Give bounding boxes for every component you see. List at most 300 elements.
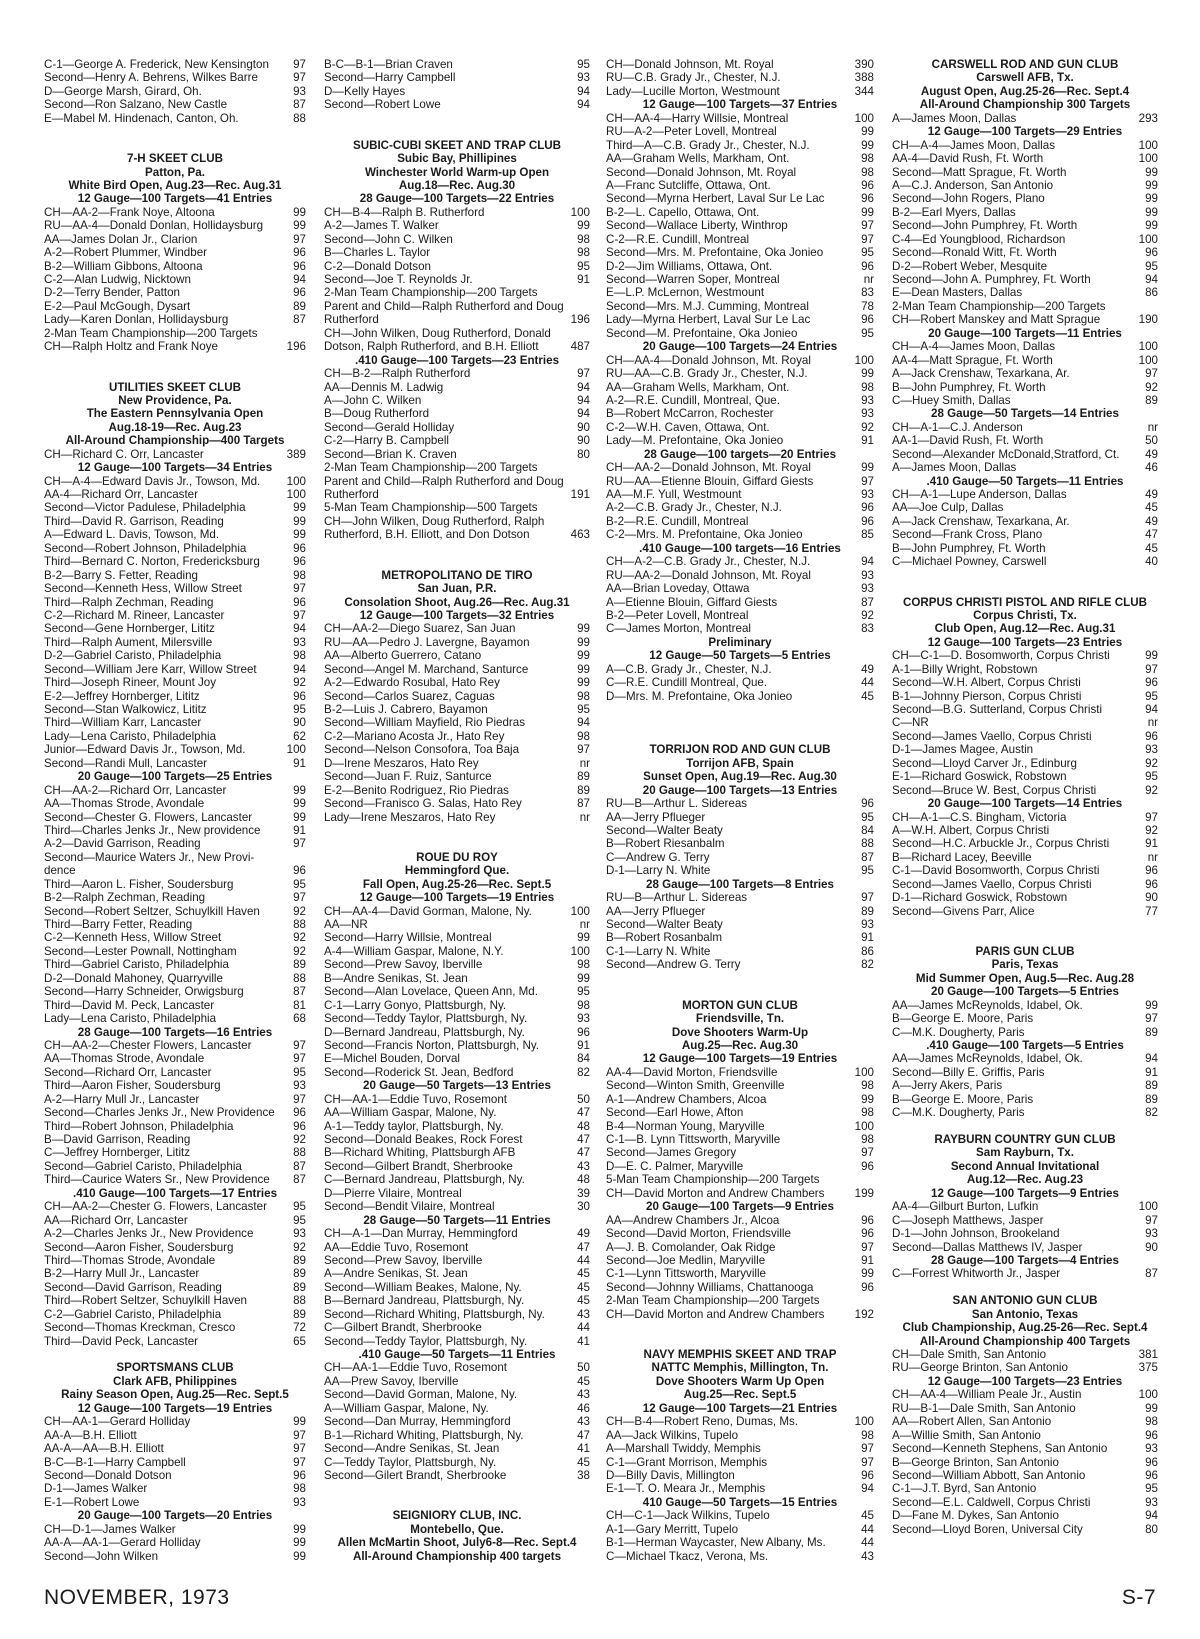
result-row <box>892 757 1158 770</box>
result-entry: C—Andrew G. Terry <box>606 850 710 864</box>
result-row <box>44 1482 306 1495</box>
result-row <box>606 690 874 703</box>
result-entry: C—Jeffrey Hornberger, Lititz <box>44 1146 191 1160</box>
result-score: 40 <box>1145 555 1158 569</box>
result-entry: Second—John Wilken <box>44 1549 159 1563</box>
result-entry: Second—Dan Murray, Hemmingford <box>324 1415 511 1429</box>
result-entry: Second—Thomas Kreckman, Cresco <box>44 1321 236 1335</box>
result-entry: C—M.K. Dougherty, Paris <box>892 1025 1025 1039</box>
result-entry: Second—Walter Beaty <box>606 918 723 931</box>
result-entry: D—Pierre Vilaire, Montreal <box>324 1186 462 1200</box>
result-row <box>44 1456 306 1469</box>
result-row <box>44 1120 306 1133</box>
result-entry: B—George E. Moore, Paris <box>892 1012 1034 1026</box>
result-score: 45 <box>577 1267 590 1281</box>
result-row <box>44 1469 306 1482</box>
spacer <box>892 931 1158 944</box>
result-row <box>44 98 306 111</box>
section-heading: Mid Summer Open, Aug.5—Rec. Aug.28 <box>915 971 1135 985</box>
section-heading: Sunset Open, Aug.19—Rec. Aug.30 <box>643 770 837 784</box>
result-entry: Second—Wallace Liberty, Winthrop <box>606 219 788 233</box>
section-heading: The Eastern Pennsylvania Open <box>86 407 264 421</box>
result-row <box>324 972 590 985</box>
result-score: 96 <box>861 1280 874 1294</box>
result-score: 43 <box>577 1415 590 1429</box>
result-entry: A—William Gaspar, Malone, Ny. <box>324 1401 489 1415</box>
result-row <box>44 622 306 635</box>
result-entry: Second—Harry Willsie, Montreal <box>324 931 492 945</box>
result-entry: Second—Earl Howe, Afton <box>606 1106 744 1120</box>
result-row <box>606 71 874 84</box>
result-entry: AA—NR <box>324 918 368 931</box>
result-entry: Second—James Vaello, Corpus Christi <box>892 729 1092 743</box>
result-row <box>606 1536 874 1549</box>
result-entry: B-2—Barry S. Fetter, Reading <box>44 568 199 582</box>
result-score: 99 <box>1145 178 1158 192</box>
result-row <box>44 797 306 810</box>
result-score: 85 <box>861 528 874 542</box>
result-entry: C-2—Donald Dotson <box>324 259 431 273</box>
section-heading: Carswell AFB, Tx. <box>976 71 1074 85</box>
result-score: 43 <box>577 1388 590 1402</box>
result-entry: A—Jack Crenshaw, Texarkana, Ar. <box>892 514 1070 528</box>
result-row <box>606 622 874 635</box>
result-row <box>324 703 590 716</box>
result-entry: C-1—Grant Morrison, Memphis <box>606 1455 768 1469</box>
result-entry: Second—Harry Campbell <box>324 71 456 85</box>
result-entry: RU—AA—Pedro J. Lavergne, Bayamon <box>324 635 530 649</box>
result-score: nr <box>1147 716 1158 730</box>
result-score: 99 <box>577 662 590 676</box>
result-row <box>324 475 590 488</box>
section-heading: Patton, Pa. <box>145 165 205 179</box>
result-score: 96 <box>861 259 874 273</box>
result-row <box>44 891 306 904</box>
spacer <box>606 972 874 985</box>
result-row <box>892 421 1158 434</box>
result-entry: AA-A—AA-1—Gerard Holliday <box>44 1536 201 1550</box>
result-score: 98 <box>861 1133 874 1146</box>
result-row <box>44 273 306 286</box>
result-score: 45 <box>861 1509 874 1523</box>
result-row <box>324 515 590 528</box>
result-entry: Second—Alan Lovelace, Queen Ann, Md. <box>324 985 538 999</box>
result-score: 96 <box>1145 877 1158 891</box>
result-row <box>44 824 306 837</box>
result-row <box>892 690 1158 703</box>
result-entry: A-4—William Gaspar, Malone, N.Y. <box>324 944 504 958</box>
result-row <box>892 381 1158 394</box>
result-score: 92 <box>1145 756 1158 770</box>
result-entry: RU—B—Arthur L. Sidereas <box>606 891 748 905</box>
result-score: 94 <box>577 393 590 407</box>
page-number: S-7 <box>1121 1586 1156 1609</box>
result-score: 97 <box>293 608 306 622</box>
result-row <box>892 1012 1158 1025</box>
result-score: 97 <box>577 743 590 757</box>
result-entry: AA-A—AA—B.H. Elliott <box>44 1442 164 1456</box>
result-entry: AA-1—David Rush, Ft. Worth <box>892 434 1044 448</box>
result-row <box>892 1388 1158 1401</box>
result-row <box>892 663 1158 676</box>
result-entry: B—Charles L. Taylor <box>324 246 431 260</box>
result-entry: AA—Graham Wells, Markham, Ont. <box>606 380 790 394</box>
result-entry: Lady—Irene Meszaros, Hato Rey <box>324 810 496 824</box>
result-entry: AA—Alberto Guerrero, Catano <box>324 649 482 663</box>
section-heading: Corpus Christi, Tx. <box>973 608 1077 622</box>
result-score: 86 <box>861 944 874 958</box>
result-entry: AA—Thomas Strode, Avondale <box>44 1052 205 1066</box>
result-row <box>606 152 874 165</box>
result-row <box>324 784 590 797</box>
result-row <box>44 1160 306 1173</box>
spacer <box>324 824 590 837</box>
section-heading: NAVY MEMPHIS SKEET AND TRAP <box>643 1348 837 1361</box>
result-entry: Second—Lester Pownall, Nottingham <box>44 944 237 958</box>
spacer <box>324 112 590 125</box>
result-entry: Third—Robert Seltzer, Schuylkill Haven <box>44 1294 247 1308</box>
result-row <box>892 1026 1158 1039</box>
result-row <box>892 340 1158 353</box>
spacer <box>324 555 590 568</box>
result-score: 90 <box>1145 1240 1158 1254</box>
result-row <box>606 246 874 259</box>
result-row <box>44 1133 306 1146</box>
result-score: 47 <box>577 1106 590 1120</box>
result-score: 99 <box>293 1415 306 1429</box>
result-score: 99 <box>577 676 590 690</box>
result-entry: B-2—Peter Lovell, Montreal <box>606 608 749 622</box>
result-row <box>606 286 874 299</box>
result-score: 45 <box>861 689 874 703</box>
section-heading: 28 Gauge—50 Targets—11 Entries <box>363 1213 551 1227</box>
result-row <box>606 58 874 71</box>
result-score: 49 <box>577 1227 590 1241</box>
result-row <box>324 461 590 474</box>
result-entry: AA—Joe Culp, Dallas <box>892 501 1004 515</box>
result-row <box>324 1294 590 1307</box>
result-score: 375 <box>1138 1361 1158 1375</box>
result-entry: C—R.E. Cundill Montreal, Que. <box>606 676 768 690</box>
result-score <box>870 1173 874 1186</box>
result-entry: 5-Man Team Championship—200 Targets <box>606 1173 820 1187</box>
result-score: 98 <box>861 152 874 166</box>
result-score: 43 <box>577 1159 590 1173</box>
result-score: 41 <box>577 1442 590 1456</box>
result-score: nr <box>863 273 874 286</box>
result-score: 93 <box>1145 1227 1158 1241</box>
result-entry: Second—Joe Medlin, Maryville <box>606 1253 766 1267</box>
result-row <box>324 1066 590 1079</box>
result-entry: Second—Gilert Brandt, Sherbrooke <box>324 1468 507 1482</box>
result-entry: C-2—Kenneth Hess, Willow Street <box>44 931 222 945</box>
result-row <box>324 690 590 703</box>
result-score: 96 <box>293 595 306 609</box>
result-entry: Second—Lloyd Boren, Universal City <box>892 1522 1083 1536</box>
result-score: 95 <box>293 1200 306 1214</box>
section-heading: Preliminary <box>708 635 772 649</box>
result-row <box>892 1241 1158 1254</box>
result-row <box>324 1402 590 1415</box>
result-entry: D-1—John Johnson, Brookeland <box>892 1227 1060 1241</box>
section-heading: Aug.25—Rec. Aug.30 <box>681 1038 799 1052</box>
result-score: 96 <box>1145 1468 1158 1482</box>
result-score: 99 <box>577 219 590 233</box>
result-score: 87 <box>293 1159 306 1173</box>
result-score: 91 <box>1145 1065 1158 1079</box>
result-score: 87 <box>293 98 306 112</box>
result-row <box>44 1281 306 1294</box>
result-row <box>44 542 306 555</box>
result-entry: Second—Andre Senikas, St. Jean <box>324 1442 500 1456</box>
result-entry: 2-Man Team Championship—200 Targets <box>324 286 538 300</box>
result-entry: D—Irene Meszaros, Hato Rey <box>324 756 479 770</box>
result-score: 96 <box>1145 1428 1158 1442</box>
result-row <box>324 1388 590 1401</box>
issue-date: NOVEMBER, 1973 <box>44 1586 230 1609</box>
result-entry: C-2—Mrs. M. Prefontaine, Oka Jonieo <box>606 528 803 542</box>
result-score: 92 <box>293 944 306 958</box>
result-entry: B-2—Harry Mull Jr., Lancaster <box>44 1267 200 1281</box>
section-heading: Clark AFB, Philippines <box>113 1374 237 1388</box>
result-score: 98 <box>577 232 590 246</box>
section-heading: 20 Gauge—100 Targets—11 Entries <box>928 326 1122 340</box>
result-row <box>892 837 1158 850</box>
result-row <box>44 340 306 353</box>
result-entry: Second—Joe T. Reynolds Jr. <box>324 273 473 286</box>
result-entry: AA-A—B.H. Elliott <box>44 1428 137 1442</box>
result-entry: C-1—B. Lynn Tittsworth, Maryville <box>606 1133 781 1146</box>
result-entry: CH—David Morton and Andrew Chambers <box>606 1186 825 1200</box>
spacer <box>606 716 874 729</box>
result-row <box>44 1429 306 1442</box>
result-entry: A-2—Edwardo Rosubal, Hato Rey <box>324 676 500 690</box>
result-row <box>892 1361 1158 1374</box>
result-score: 47 <box>1145 528 1158 542</box>
section-heading: San Antonio, Texas <box>971 1307 1079 1321</box>
result-entry: A—Marshall Twiddy, Memphis <box>606 1442 761 1456</box>
result-score: 44 <box>861 676 874 690</box>
result-score: 45 <box>577 1294 590 1308</box>
result-row <box>324 905 590 918</box>
result-row <box>44 1536 306 1549</box>
result-row <box>44 1066 306 1079</box>
result-score <box>870 1294 874 1307</box>
result-score <box>302 327 306 340</box>
result-row <box>606 1456 874 1469</box>
result-row <box>44 58 306 71</box>
result-entry: C—Joseph Matthews, Jasper <box>892 1213 1044 1227</box>
result-row <box>892 1509 1158 1522</box>
result-score: 99 <box>1145 1401 1158 1415</box>
section-heading: NATTC Memphis, Millington, Tn. <box>651 1361 829 1375</box>
result-entry: AA—Brian Loveday, Ottawa <box>606 582 750 596</box>
result-row <box>606 1523 874 1536</box>
result-entry: Second—W.H. Albert, Corpus Christi <box>892 676 1081 690</box>
result-entry: Second—Gabriel Caristo, Philadelphia <box>44 1159 242 1173</box>
result-row <box>606 1173 874 1186</box>
result-entry: C—Huey Smith, Dallas <box>892 393 1011 407</box>
result-entry: C—Teddy Taylor, Plattsburgh, Ny. <box>324 1455 497 1469</box>
result-score: 97 <box>1145 1012 1158 1026</box>
result-entry: CH—B-4—Robert Reno, Dumas, Ms. <box>606 1415 798 1429</box>
result-row <box>324 1254 590 1267</box>
result-row <box>44 475 306 488</box>
result-entry: C-2—Mariano Acosta Jr., Hato Rey <box>324 729 505 743</box>
result-score: 98 <box>577 958 590 972</box>
result-row <box>324 1415 590 1428</box>
section-heading: SUBIC-CUBI SKEET AND TRAP CLUB <box>352 138 562 152</box>
section-heading: Torrijon AFB, Spain <box>686 756 794 770</box>
result-score: 100 <box>1138 353 1158 367</box>
result-score: 98 <box>861 1106 874 1120</box>
result-row <box>44 569 306 582</box>
result-entry: AA—Eddie Tuvo, Rosemont <box>324 1240 469 1254</box>
result-score: 72 <box>293 1321 306 1335</box>
result-row <box>892 179 1158 192</box>
result-score: 96 <box>861 797 874 811</box>
result-entry: Second—Matt Sprague, Ft. Worth <box>892 165 1067 179</box>
result-entry: C—Forrest Whitworth Jr., Jasper <box>892 1267 1061 1281</box>
result-score: 97 <box>293 1038 306 1052</box>
result-score: 97 <box>293 1455 306 1469</box>
result-row <box>606 501 874 514</box>
section-heading: 12 Gauge—100 Targets—19 Entries <box>642 1052 838 1066</box>
result-entry: Parent and Child—Ralph Rutherford and Doug <box>324 299 564 313</box>
result-row <box>324 1093 590 1106</box>
result-score: 45 <box>1145 501 1158 515</box>
result-entry: Second—Myrna Herbert, Laval Sur Le Lac <box>606 192 825 206</box>
result-row <box>606 1079 874 1092</box>
result-entry: Second—Lloyd Carver Jr., Edinburg <box>892 756 1077 770</box>
result-row <box>44 448 306 461</box>
result-row <box>44 246 306 259</box>
result-score: 45 <box>577 1455 590 1469</box>
result-score: 99 <box>293 1522 306 1536</box>
result-entry: B—Richard Whiting, Plattsburgh AFB <box>324 1146 516 1160</box>
result-score: 100 <box>1138 232 1158 246</box>
result-entry: B-1—Johnny Pierson, Corpus Christi <box>892 689 1082 703</box>
result-score: 96 <box>293 246 306 260</box>
result-row <box>606 434 874 447</box>
result-row <box>892 192 1158 205</box>
result-row <box>606 663 874 676</box>
result-entry: AA-4—Matt Sprague, Ft. Worth <box>892 353 1053 367</box>
result-score: 93 <box>1145 1495 1158 1509</box>
result-score: 49 <box>1145 514 1158 528</box>
result-row <box>892 676 1158 689</box>
result-entry: B—John Pumphrey, Ft. Worth <box>892 541 1046 555</box>
result-entry: C—Michael Tkacz, Verona, Ms. <box>606 1549 769 1563</box>
result-score: 95 <box>861 246 874 260</box>
section-heading: 12 Gauge—100 Targets—23 Entries <box>927 635 1123 649</box>
result-entry: CH—AA-2—Richard Orr, Lancaster <box>44 783 227 797</box>
section-heading: San Juan, P.R. <box>417 582 497 596</box>
result-row <box>606 475 874 488</box>
result-score: 47 <box>577 1133 590 1146</box>
result-score: 49 <box>1145 488 1158 501</box>
result-row <box>324 918 590 931</box>
result-entry: CH—AA-2—Diego Suarez, San Juan <box>324 622 516 636</box>
result-entry: CH—John Wilken, Doug Rutherford, Ralph <box>324 514 545 528</box>
result-entry: CH—A-1—Dan Murray, Hemmingford <box>324 1227 518 1241</box>
spacer <box>324 542 590 555</box>
result-score: 96 <box>293 1468 306 1482</box>
result-score: 89 <box>293 1253 306 1267</box>
result-entry: Third—Thomas Strode, Avondale <box>44 1253 216 1267</box>
result-row <box>324 1106 590 1119</box>
result-entry: Second—Dallas Matthews IV, Jasper <box>892 1240 1083 1254</box>
result-score: 87 <box>861 850 874 864</box>
result-entry: Third—Robert Johnson, Philadelphia <box>44 1119 234 1133</box>
result-score: 99 <box>577 649 590 663</box>
result-row <box>892 1469 1158 1482</box>
result-row <box>324 1469 590 1482</box>
result-score: 84 <box>861 823 874 837</box>
section-heading: Winchester World Warm-up Open <box>364 165 550 179</box>
result-score: 47 <box>577 1146 590 1160</box>
spacer <box>606 1335 874 1348</box>
section-heading: Aug.12—Rec. Aug.23 <box>966 1173 1084 1187</box>
result-score: 93 <box>1145 1442 1158 1456</box>
result-entry: Second—Prew Savoy, Iberville <box>324 958 483 972</box>
section-heading: 20 Gauge—100 Targets—25 Entries <box>77 770 273 784</box>
result-row <box>324 649 590 662</box>
result-score: 94 <box>861 1482 874 1496</box>
result-entry: D-1—Larry N. White <box>606 864 711 878</box>
section-heading: New Providence, Pa. <box>118 393 232 407</box>
result-entry: A—Andre Senikas, St. Jean <box>324 1267 468 1281</box>
result-row <box>324 985 590 998</box>
result-row <box>892 1442 1158 1455</box>
result-row <box>44 676 306 689</box>
result-row <box>44 1523 306 1536</box>
result-entry: AA—Dennis M. Ladwig <box>324 380 444 394</box>
result-score: 86 <box>1145 286 1158 300</box>
result-score: 46 <box>1145 461 1158 475</box>
section-heading: 20 Gauge—100 Targets—24 Entries <box>642 340 838 354</box>
result-score: 44 <box>577 1321 590 1335</box>
result-entry: Second—Donald Beakes, Rock Forest <box>324 1133 523 1146</box>
result-row <box>606 905 874 918</box>
result-score: 94 <box>1145 273 1158 286</box>
result-entry: Junior—Edward Davis Jr., Towson, Md. <box>44 743 246 757</box>
result-entry: C-4—Ed Youngblood, Richardson <box>892 232 1066 246</box>
result-score: nr <box>1147 850 1158 864</box>
result-row <box>44 515 306 528</box>
result-row <box>44 488 306 501</box>
result-score: 487 <box>570 340 590 354</box>
result-row <box>324 730 590 743</box>
result-row <box>892 461 1158 474</box>
result-score: 45 <box>1145 541 1158 555</box>
result-score: 100 <box>854 353 874 367</box>
result-score: 99 <box>861 1267 874 1281</box>
result-entry: RU—AA-2—Donald Johnson, Mt. Royal <box>606 568 811 582</box>
result-score: 92 <box>293 904 306 918</box>
result-row <box>44 327 306 340</box>
result-entry: Second—Harry Schneider, Orwigsburg <box>44 985 244 999</box>
result-entry: RU—George Brinton, San Antonio <box>892 1361 1068 1375</box>
result-row <box>606 945 874 958</box>
section-heading: 28 Gauge—100 Targets—16 Entries <box>77 1025 273 1039</box>
result-row <box>44 313 306 326</box>
result-entry: CH—A-4—Edward Davis Jr., Towson, Md. <box>44 474 261 488</box>
result-row <box>606 1442 874 1455</box>
result-entry: AA—Jack Wilkins, Tupelo <box>606 1428 739 1442</box>
result-score: 91 <box>577 273 590 286</box>
result-row <box>324 260 590 273</box>
